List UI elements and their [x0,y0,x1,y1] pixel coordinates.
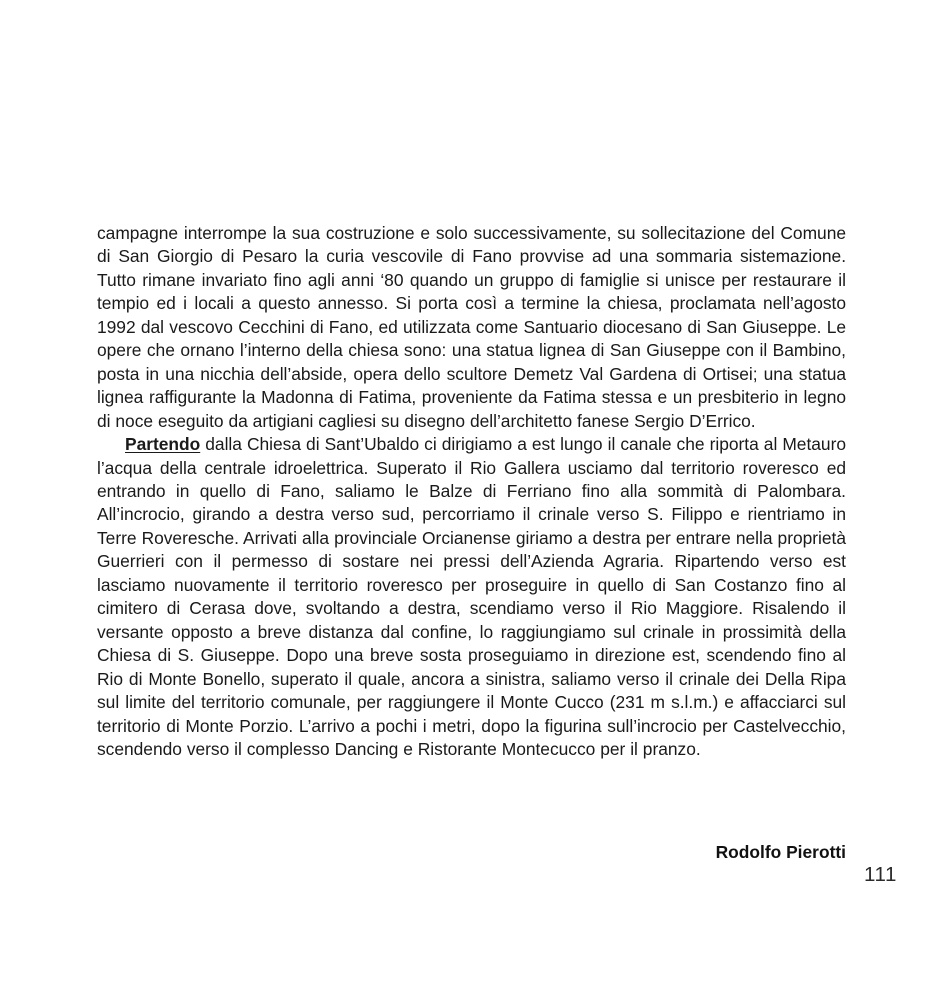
page-number: 111 [864,863,897,886]
body-paragraph-1: campagne interrompe la sua costruzione e solo successivamente, su sollecitazione del Comune di San Giorgio di Pesaro la curia vescovile di Fano provvise ad una sommaria sistemazione. Tutto rimane invariato fino agli anni ‘80 quando un gruppo di famiglie si unisce per restaurare il tempio ed i locali a questo annesso. Si porta così a termine la chiesa, proclamata nell’agosto 1992 dal vescovo Cecchini di Fano, ed utilizzata come Santuario diocesano di San Giuseppe. Le opere che ornano l’interno della chiesa sono: una statua lignea di San Giuseppe con il Bambino, posta in una nicchia dell’abside, opera dello scultore Demetz Val Gardena di Ortisei; una statua lignea raffigurante la Madonna di Fatima, proveniente da Fatima stessa e un presbiterio in legno di noce eseguito da artigiani cagliesi su disegno dell’architetto fanese Sergio D’Errico. [97,223,846,431]
author-signature: Rodolfo Pierotti [715,842,846,862]
body-paragraph-2 [97,433,846,761]
body-text-column [97,222,846,761]
body-paragraph-2-text: dalla Chiesa di Sant’Ubaldo ci dirigiamo a est lungo il canale che riporta al Metauro l’acqua della centrale idroelettrica. Superato il Rio Gallera usciamo dal territorio roveresco ed entrando in quello di Fano, saliamo le Balze di Ferriano fino alla sommità di Palombara. All’incrocio, girando a destra verso sud, percorriamo il crinale verso S. Filippo e rientriamo in Terre Roveresche. Arrivati alla provinciale Orcianense giriamo a destra per entrare nella proprietà Guerrieri con il permesso di sostare nei pressi dell’Azienda Agraria. Ripartendo verso est lasciamo nuovamente il territorio roveresco per proseguire in quello di San Costanzo fino al cimitero di Cerasa dove, svoltando a destra, scendiamo verso il Rio Maggiore. Risalendo il versante opposto a breve distanza dal confine, lo raggiungiamo sul crinale in prossimità della Chiesa di S. Giuseppe. Dopo una breve sosta proseguiamo in direzione est, scendendo fino al Rio di Monte Bonello, superato il quale, ancora a sinistra, saliamo verso il crinale dei Della Ripa sul limite del territorio comunale, per raggiungere il Monte Cucco (231 m s.l.m.) e affacciarci sul territorio di Monte Porzio. L’arrivo a pochi i metri, dopo la figurina sull’incrocio per Castelvecchio, scendendo verso il complesso Dancing e Ristorante Montecucco per il pranzo. [97,434,846,759]
paragraph-lead-word: Partendo [125,434,201,455]
